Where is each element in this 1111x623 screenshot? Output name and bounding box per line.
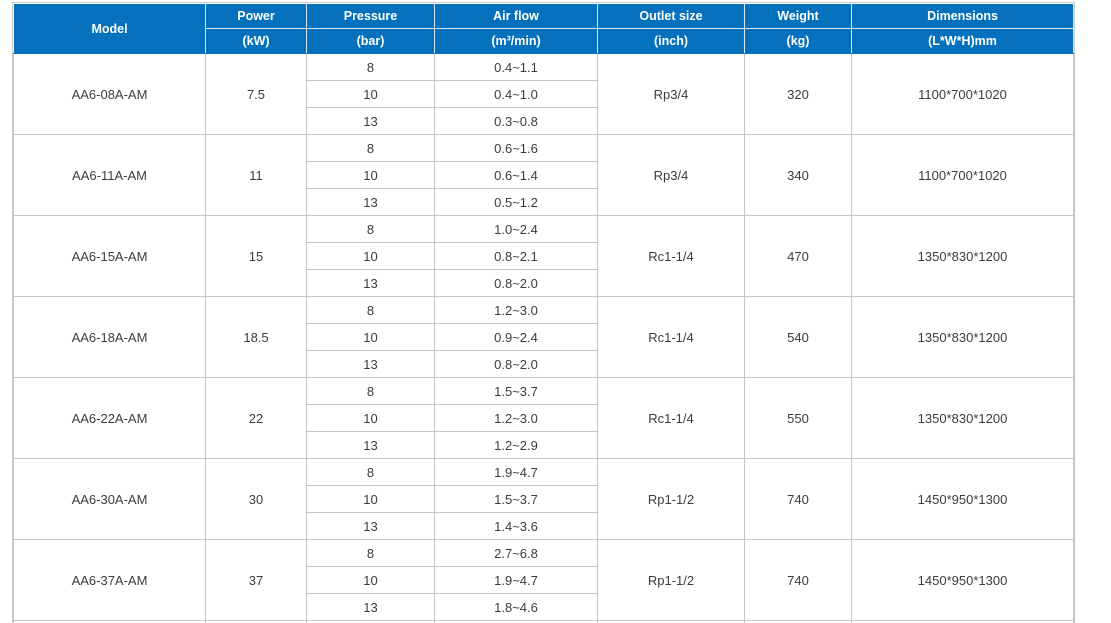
cell-power: 37 xyxy=(206,540,307,621)
cell-weight: 740 xyxy=(745,459,852,540)
header-pressure: Pressure xyxy=(307,4,435,29)
spec-table-container xyxy=(12,2,1075,623)
spec-table-body xyxy=(14,54,1074,623)
cell-airflow: 1.5~3.7 xyxy=(435,378,598,405)
cell-model: AA6-22A-AM xyxy=(14,378,206,459)
cell-pressure: 13 xyxy=(307,594,435,621)
cell-pressure: 8 xyxy=(307,135,435,162)
cell-airflow: 1.0~2.4 xyxy=(435,216,598,243)
header-weight: Weight xyxy=(745,4,852,29)
table-row xyxy=(14,459,1074,486)
cell-model: AA6-37A-AM xyxy=(14,540,206,621)
cell-outlet: Rc1-1/4 xyxy=(598,297,745,378)
cell-outlet: Rp1-1/2 xyxy=(598,540,745,621)
cell-airflow: 0.5~1.2 xyxy=(435,189,598,216)
cell-power: 22 xyxy=(206,378,307,459)
cell-pressure: 13 xyxy=(307,108,435,135)
cell-airflow: 1.9~4.7 xyxy=(435,567,598,594)
cell-dimensions: 1450*950*1300 xyxy=(852,540,1074,621)
spec-table-header xyxy=(14,4,1074,54)
cell-weight: 550 xyxy=(745,378,852,459)
header-outlet-size: Outlet size xyxy=(598,4,745,29)
cell-pressure: 10 xyxy=(307,324,435,351)
cell-weight: 470 xyxy=(745,216,852,297)
cell-airflow: 1.8~4.6 xyxy=(435,594,598,621)
cell-pressure: 10 xyxy=(307,486,435,513)
cell-pressure: 8 xyxy=(307,459,435,486)
cell-dimensions: 1350*830*1200 xyxy=(852,378,1074,459)
cell-power: 30 xyxy=(206,459,307,540)
cell-outlet: Rp3/4 xyxy=(598,54,745,135)
header-airflow-unit: (m³/min) xyxy=(435,29,598,54)
cell-airflow: 1.2~3.0 xyxy=(435,297,598,324)
table-row xyxy=(14,216,1074,243)
table-row xyxy=(14,297,1074,324)
cell-pressure: 8 xyxy=(307,54,435,81)
header-power: Power xyxy=(206,4,307,29)
cell-pressure: 13 xyxy=(307,189,435,216)
cell-dimensions: 1450*950*1300 xyxy=(852,459,1074,540)
cell-outlet: Rp3/4 xyxy=(598,135,745,216)
cell-outlet: Rp1-1/2 xyxy=(598,459,745,540)
cell-power: 7.5 xyxy=(206,54,307,135)
cell-airflow: 1.9~4.7 xyxy=(435,459,598,486)
cell-power: 11 xyxy=(206,135,307,216)
cell-pressure: 13 xyxy=(307,270,435,297)
cell-airflow: 0.4~1.0 xyxy=(435,81,598,108)
table-row xyxy=(14,54,1074,81)
cell-model: AA6-18A-AM xyxy=(14,297,206,378)
table-row xyxy=(14,135,1074,162)
cell-power: 15 xyxy=(206,216,307,297)
cell-dimensions: 1350*830*1200 xyxy=(852,216,1074,297)
cell-airflow: 0.8~2.0 xyxy=(435,270,598,297)
cell-airflow: 0.9~2.4 xyxy=(435,324,598,351)
cell-pressure: 8 xyxy=(307,297,435,324)
cell-pressure: 10 xyxy=(307,405,435,432)
header-outlet-size-unit: (inch) xyxy=(598,29,745,54)
header-power-unit: (kW) xyxy=(206,29,307,54)
cell-pressure: 10 xyxy=(307,162,435,189)
cell-model: AA6-11A-AM xyxy=(14,135,206,216)
cell-airflow: 1.4~3.6 xyxy=(435,513,598,540)
cell-model: AA6-08A-AM xyxy=(14,54,206,135)
table-row xyxy=(14,378,1074,405)
header-pressure-unit: (bar) xyxy=(307,29,435,54)
cell-airflow: 0.6~1.6 xyxy=(435,135,598,162)
cell-airflow: 0.6~1.4 xyxy=(435,162,598,189)
cell-model: AA6-15A-AM xyxy=(14,216,206,297)
cell-model: AA6-30A-AM xyxy=(14,459,206,540)
header-label-row xyxy=(14,4,1074,29)
spec-table xyxy=(13,3,1074,623)
cell-power: 18.5 xyxy=(206,297,307,378)
cell-pressure: 13 xyxy=(307,513,435,540)
cell-pressure: 8 xyxy=(307,378,435,405)
cell-airflow: 1.2~3.0 xyxy=(435,405,598,432)
cell-dimensions: 1350*830*1200 xyxy=(852,297,1074,378)
cell-outlet: Rc1-1/4 xyxy=(598,216,745,297)
cell-weight: 320 xyxy=(745,54,852,135)
cell-weight: 540 xyxy=(745,297,852,378)
cell-airflow: 0.8~2.1 xyxy=(435,243,598,270)
cell-airflow: 2.7~6.8 xyxy=(435,540,598,567)
cell-airflow: 0.4~1.1 xyxy=(435,54,598,81)
cell-airflow: 1.5~3.7 xyxy=(435,486,598,513)
header-dimensions-unit: (L*W*H)mm xyxy=(852,29,1074,54)
cell-airflow: 0.3~0.8 xyxy=(435,108,598,135)
cell-pressure: 10 xyxy=(307,243,435,270)
header-weight-unit: (kg) xyxy=(745,29,852,54)
header-airflow: Air flow xyxy=(435,4,598,29)
cell-pressure: 10 xyxy=(307,81,435,108)
cell-airflow: 0.8~2.0 xyxy=(435,351,598,378)
cell-outlet: Rc1-1/4 xyxy=(598,378,745,459)
cell-airflow: 1.2~2.9 xyxy=(435,432,598,459)
cell-pressure: 13 xyxy=(307,351,435,378)
header-model: Model xyxy=(14,4,206,54)
cell-weight: 340 xyxy=(745,135,852,216)
cell-dimensions: 1100*700*1020 xyxy=(852,54,1074,135)
cell-pressure: 10 xyxy=(307,567,435,594)
cell-weight: 740 xyxy=(745,540,852,621)
header-dimensions: Dimensions xyxy=(852,4,1074,29)
cell-pressure: 8 xyxy=(307,540,435,567)
cell-pressure: 13 xyxy=(307,432,435,459)
cell-dimensions: 1100*700*1020 xyxy=(852,135,1074,216)
table-row xyxy=(14,540,1074,567)
cell-pressure: 8 xyxy=(307,216,435,243)
